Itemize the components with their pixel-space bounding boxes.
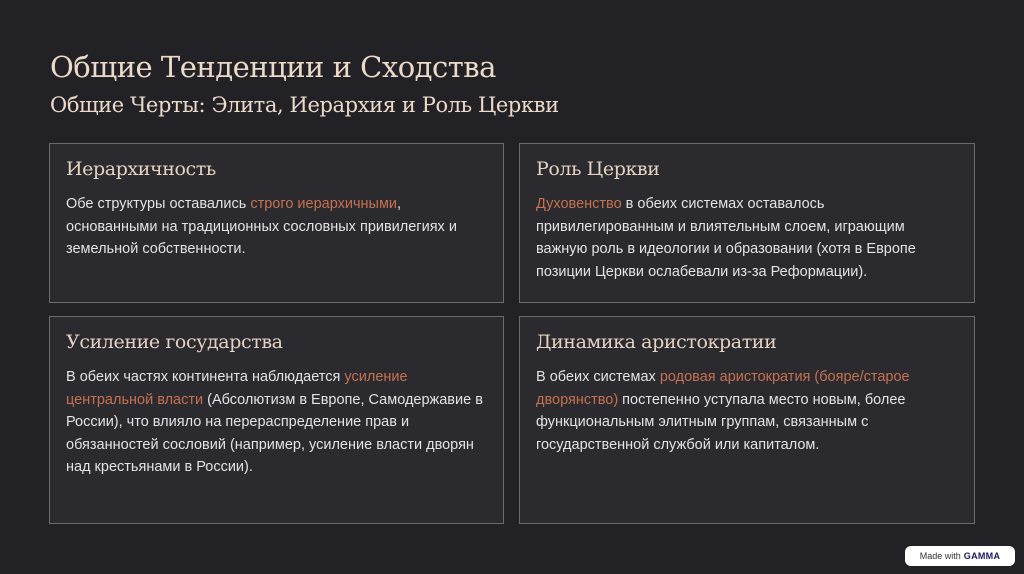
page-subtitle: Общие Черты: Элита, Иерархия и Роль Церкви: [50, 93, 559, 117]
card-text: в обеих системах оставалось привилегированным и влиятельным слоем, играющим важную роль в идеологии и образовании (хотя в Европе позиции Церкви ослабевали из-за Реформации).: [536, 196, 916, 280]
card-highlight: строго иерархичными: [250, 196, 398, 212]
card-highlight: родовая аристократия (бояре/старое дворянство): [536, 369, 910, 408]
card-body: [536, 366, 958, 456]
card-church-role: [519, 143, 975, 303]
card-text: (Абсолютизм в Европе, Самодержавие в России), что влияло на перераспределение прав и обязанностей сословий (например, усиление власти дворян над крестьянами в России).: [66, 391, 483, 475]
card-text: Обе структуры оставались: [66, 196, 251, 212]
made-with-gamma-badge[interactable]: [905, 546, 1015, 566]
card-body: [536, 193, 958, 283]
card-body: [66, 193, 487, 261]
card-text: В обеих системах: [536, 369, 660, 385]
badge-prefix: Made with: [919, 551, 961, 561]
gamma-logo: GAMMA: [963, 551, 1001, 561]
card-title: Усиление государства: [66, 331, 283, 353]
card-state-strengthening: [49, 316, 504, 524]
card-text: , основанными на традиционных сословных привилегиях и земельной собственности.: [66, 196, 457, 257]
card-body: [66, 366, 487, 479]
card-text: В обеих частях континента наблюдается: [66, 369, 345, 385]
card-text: постепенно уступала место новым, более функциональным элитным группам, связанным с государственной службой или капиталом.: [536, 391, 906, 453]
card-hierarchy: [49, 143, 504, 303]
page-title: Общие Тенденции и Сходства: [50, 50, 496, 84]
card-highlight: усиление центральной власти: [66, 369, 408, 408]
card-aristocracy-dynamics: [519, 316, 975, 524]
card-highlight: Духовенство: [536, 196, 622, 212]
card-title: Иерархичность: [66, 158, 216, 180]
card-title: Роль Церкви: [536, 158, 660, 180]
card-title: Динамика аристократии: [536, 331, 777, 353]
